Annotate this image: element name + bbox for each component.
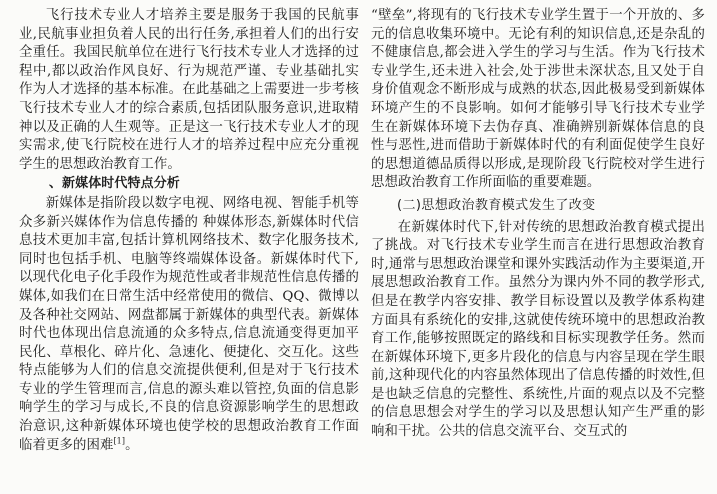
subsection-heading-education-model: (二)思想政治教育模式发生了改变 bbox=[397, 197, 596, 213]
left-column bbox=[19, 7, 359, 455]
left-paragraph-2-text: 新媒体是指阶段以数字电视、网络电视、智能手机等众多新兴媒体作为信息传播的 种媒体形态,新媒体时代信息技术更加丰富,包括计算机网络技术、数字化服务技术,同时也包括手机、电脑等终端媒体设备。新媒体时代下,以现代化电子化手段作为规范性或者非规范性信息传播的媒体,如我们在日常生活中经常使用的微信、QQ、微博以及各种社交网站、网盘都属于新媒体的典型代表。新媒体时代也体现出信息流通的众多特点,信息流通变得更加平民化、草根化、碎片化、急速化、便捷化、交互化。这些特点能够为人们的信息交流提供便利,但是对于飞行技术专业的学生管理而言,信息的源头难以管控,负面的信息影响学生的学习与成长,不良的信息资源影响学生的思想政治意识,这种新媒体环境也使学校的思想政治教育工作面临着更多的困难 bbox=[19, 195, 359, 453]
section-heading-new-media: 、新媒体时代特点分析 bbox=[48, 176, 180, 192]
right-column bbox=[371, 7, 705, 442]
left-paragraph-1: 飞行技术专业人才培养主要是服务于我国的民航事业,民航事业担负着人民的出行任务,承担着人们的出行安全重任。我国民航单位在进行飞行技术专业人才选择的过程中,都以政治作风良好、行为规范严谨、专业基础扎实作为人才选择的基本标准。在此基础之上需要进一步考核飞行技术专业人才的综合素质,包括团队服务意识,进取精神以及正确的人生观等。正是这一飞行技术专业人才的现实需求,使飞行院校在进行人才的培养过程中应充分重视学生的思想政治教育工作。 bbox=[19, 8, 359, 172]
citation-marker: [1] bbox=[113, 436, 126, 446]
right-paragraph-2: 在新媒体时代下,针对传统的思想政治教育模式提出了挑战。对飞行技术专业学生而言在进行思想政治教育时,通常与思想政治课堂和课外实践活动作为主要渠道,开展思想政治教育工作。虽然分为课内外不同的教学形式,但是在教学内容安排、教学目标设置以及教学体系构建方面具有系统化的安排,这就使传统环境中的思想政治教育工作,能够按照既定的路线和目标实现教学任务。然而在新媒体环境下,更多片段化的信息与内容呈现在学生眼前,这种现代化的内容虽然体现出了信息传播的时效性,但是也缺乏信息的完整性、系统性,片面的观点以及不完整的信息思想会对学生的学习以及思想认知产生严重的影响和干扰。公共的信息交流平台、交互式的 bbox=[371, 219, 705, 440]
right-paragraph-1: “壁垒”,将现有的飞行技术专业学生置于一个开放的、多元的信息收集环境中。无论有利的知识信息,还是杂乱的不健康信息,都会进入学生的学习与生活。作为飞行技术专业学生,还未进入社会,处于涉世未深状态,且又处于自身价值观念不断形成与成熟的状态,因此极易受到新媒体环境产生的不良影响。如何才能够引导飞行技术专业学生在新媒体环境下去伪存真、准确辨别新媒体信息的良性与恶性,进而借助于新媒体时代的有利面促使学生良好的思想道德品质得以形成,是现阶段飞行院校对学生进行思想政治教育工作所面临的重要难题。 bbox=[371, 8, 705, 191]
left-paragraph-2-end: 。 bbox=[125, 437, 139, 453]
left-paragraph-2 bbox=[19, 195, 359, 455]
